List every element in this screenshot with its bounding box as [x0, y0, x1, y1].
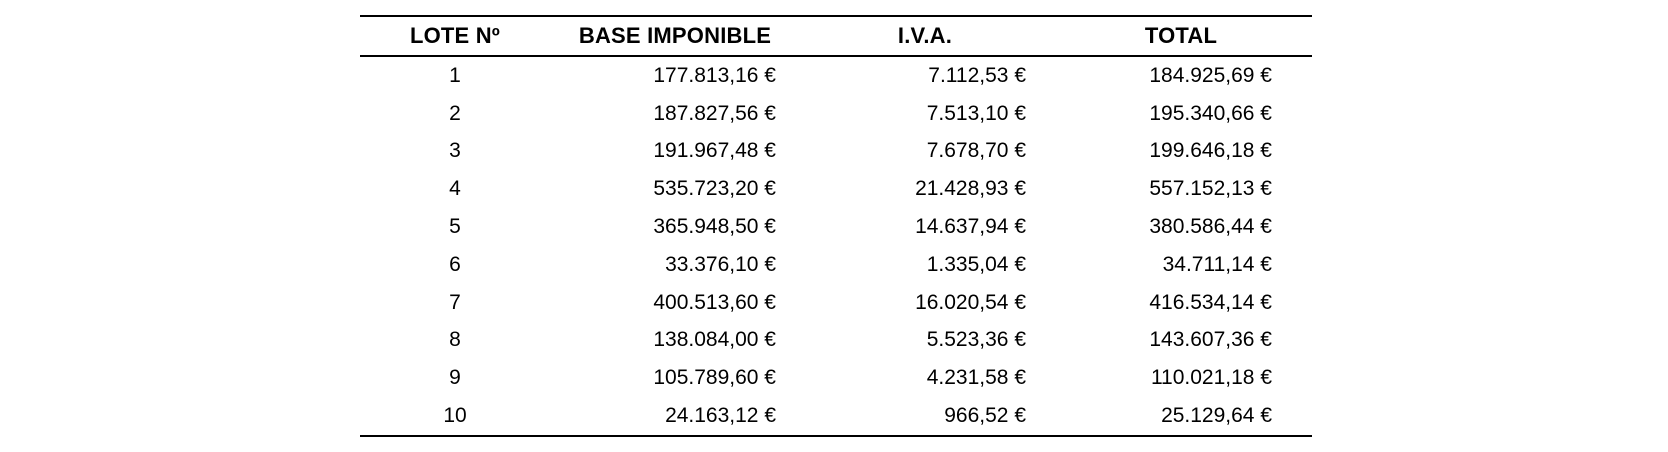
table-row	[360, 208, 1312, 246]
table-header	[360, 16, 1312, 56]
cell-lote: 8	[449, 328, 461, 352]
table-row	[360, 397, 1312, 436]
cell-iva: 21.428,93 €	[915, 177, 1026, 201]
cell-iva: 7.678,70 €	[926, 139, 1026, 163]
cell-lote: 10	[443, 404, 467, 428]
cell-iva: 966,52 €	[944, 404, 1026, 428]
cell-iva: 7.513,10 €	[926, 101, 1026, 125]
table-row	[360, 95, 1312, 133]
cell-iva: 4.231,58 €	[926, 366, 1026, 390]
cell-lote: 3	[449, 139, 461, 163]
cell-lote: 9	[449, 366, 461, 390]
cell-base-imponible: 400.513,60 €	[653, 290, 776, 314]
cell-base-imponible: 105.789,60 €	[653, 366, 776, 390]
cell-base-imponible: 365.948,50 €	[653, 215, 776, 239]
cell-base-imponible: 191.967,48 €	[653, 139, 776, 163]
cell-lote: 2	[449, 101, 461, 125]
header-iva: I.V.A.	[897, 23, 953, 48]
header-lote: LOTE Nº	[409, 23, 501, 48]
cell-base-imponible: 535.723,20 €	[653, 177, 776, 201]
cell-iva: 1.335,04 €	[926, 252, 1026, 276]
header-base-imponible: BASE IMPONIBLE	[578, 23, 772, 48]
header-total: TOTAL	[1144, 23, 1218, 48]
cell-base-imponible: 177.813,16 €	[653, 63, 776, 87]
cell-total: 199.646,18 €	[1149, 139, 1272, 163]
cell-total: 143.607,36 €	[1149, 328, 1272, 352]
cell-iva: 7.112,53 €	[928, 63, 1026, 87]
cell-lote: 1	[449, 63, 461, 87]
table-row	[360, 284, 1312, 322]
cell-total: 34.711,14 €	[1162, 252, 1272, 276]
cell-total: 110.021,18 €	[1150, 366, 1272, 390]
cell-total: 25.129,64 €	[1161, 404, 1272, 428]
cell-base-imponible: 187.827,56 €	[653, 101, 776, 125]
table-row	[360, 133, 1312, 171]
table-body	[360, 56, 1312, 436]
cell-lote: 5	[449, 215, 461, 239]
cell-lote: 7	[449, 290, 461, 314]
table-row	[360, 322, 1312, 360]
table-row	[360, 56, 1312, 95]
cell-total: 195.340,66 €	[1149, 101, 1272, 125]
lots-table	[360, 15, 1312, 437]
cell-iva: 14.637,94 €	[915, 215, 1026, 239]
cell-lote: 4	[449, 177, 461, 201]
table-row	[360, 170, 1312, 208]
cell-base-imponible: 33.376,10 €	[665, 252, 776, 276]
cell-iva: 5.523,36 €	[926, 328, 1026, 352]
table-row	[360, 359, 1312, 397]
cell-total: 184.925,69 €	[1149, 63, 1272, 87]
cell-base-imponible: 24.163,12 €	[665, 404, 776, 428]
cell-lote: 6	[449, 252, 461, 276]
cell-total: 416.534,14 €	[1149, 290, 1272, 314]
header-row	[360, 16, 1312, 56]
cell-iva: 16.020,54 €	[915, 290, 1026, 314]
cell-total: 380.586,44 €	[1149, 215, 1272, 239]
cell-total: 557.152,13 €	[1149, 177, 1272, 201]
cell-base-imponible: 138.084,00 €	[653, 328, 776, 352]
table-row	[360, 246, 1312, 284]
